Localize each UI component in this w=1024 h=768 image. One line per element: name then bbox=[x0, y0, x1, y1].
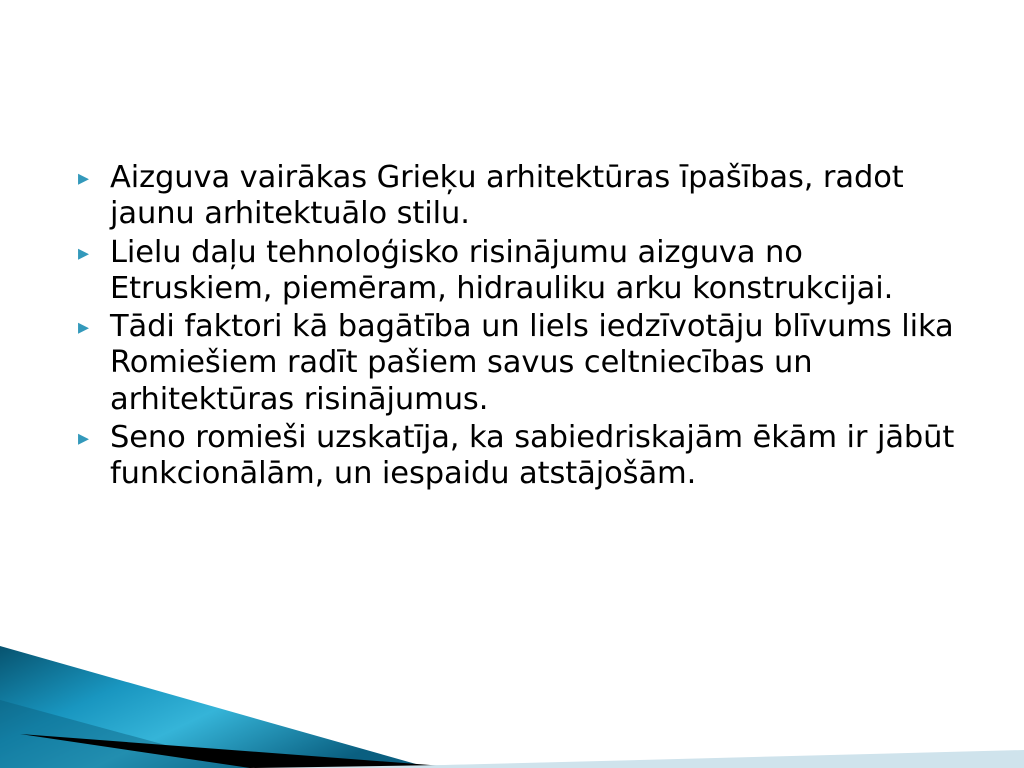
bullet-arrow-icon: ▸ bbox=[78, 166, 90, 191]
corner-ribbon-graphic bbox=[0, 638, 1024, 768]
bullet-list bbox=[78, 160, 958, 495]
list-item bbox=[78, 160, 958, 233]
list-item-text: Lielu daļu tehnoloģisko risinājumu aizguva no Etruskiem, piemēram, hidrauliku arku konstrukcijai. bbox=[110, 234, 894, 306]
list-item-text: Tādi faktori kā bagātība un liels iedzīvotāju blīvums lika Romiešiem radīt pašiem savus celtniecības un arhitektūras risinājumus. bbox=[110, 309, 954, 417]
list-item-text: Seno romieši uzskatīja, ka sabiedriskajām ēkām ir jābūt funkcionālām, un iespaidu atstājošām. bbox=[110, 419, 955, 492]
bullet-arrow-icon: ▸ bbox=[78, 240, 90, 266]
list-item bbox=[78, 420, 958, 493]
bullet-arrow-icon: ▸ bbox=[78, 425, 90, 451]
list-item-text: Aizguva vairākas Grieķu arhitektūras īpašības, radot jaunu arhitektuālo stilu. bbox=[110, 160, 904, 232]
list-item bbox=[78, 235, 958, 308]
list-item bbox=[78, 309, 958, 418]
bullet-arrow-icon: ▸ bbox=[78, 315, 90, 341]
